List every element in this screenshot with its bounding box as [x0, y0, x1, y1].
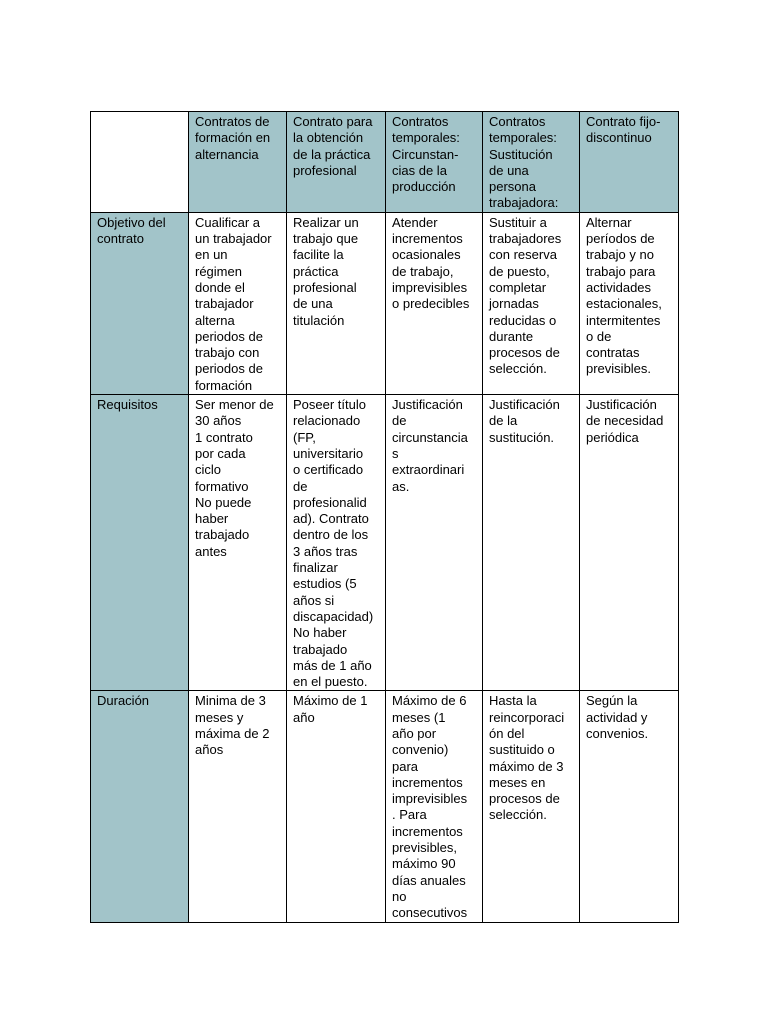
row-label-cell [91, 691, 189, 922]
table-cell: Justificación de la sustitución. [483, 395, 580, 691]
row-label: Requisitos [97, 397, 158, 413]
header-label: Contrato para la obtención de la práctica profesional [293, 114, 373, 178]
table-cell: Cualificar a un trabajador en un régimen donde el trabajador alterna periodos de trabajo con periodos de formación [189, 212, 287, 394]
header-cell [386, 112, 483, 213]
row-label-cell [91, 395, 189, 691]
table-cell: Según la actividad y convenios. [580, 691, 679, 922]
table-cell: Máximo de 1 año [287, 691, 386, 922]
table-cell: Hasta la reincorporaci ón del sustituido o máximo de 3 meses en procesos de selección. [483, 691, 580, 922]
table-cell: Alternar períodos de trabajo y no trabajo para actividades estacionales, intermitentes o de contratas previsibles. [580, 212, 679, 394]
contract-comparison-table [90, 111, 679, 923]
table-cell: Ser menor de 30 años 1 contrato por cada ciclo formativo No puede haber trabajado antes [189, 395, 287, 691]
header-cell [287, 112, 386, 213]
table-row [91, 212, 679, 394]
header-label: Contratos temporales: Sustitución de una persona trabajadora: [489, 114, 559, 211]
header-label: Contratos temporales: Circunstan- cias de la producción [392, 114, 460, 195]
table-cell: Sustituir a trabajadores con reserva de puesto, completar jornadas reducidas o durante procesos de selección. [483, 212, 580, 394]
header-cell [189, 112, 287, 213]
table-row [91, 691, 679, 922]
header-corner-cell [91, 112, 189, 213]
row-label: Duración [97, 693, 150, 709]
table-cell: Justificación de necesidad periódica [580, 395, 679, 691]
table-cell: Minima de 3 meses y máxima de 2 años [189, 691, 287, 922]
table-cell: Realizar un trabajo que facilite la práctica profesional de una titulación [287, 212, 386, 394]
table-cell: Justificación de circunstancia s extraordinari as. [386, 395, 483, 691]
header-cell [483, 112, 580, 213]
table-cell: Atender incrementos ocasionales de trabajo, imprevisibles o predecibles [386, 212, 483, 394]
header-cell [580, 112, 679, 213]
table-cell: Máximo de 6 meses (1 año por convenio) para incrementos imprevisibles . Para incrementos previsibles, máximo 90 días anuales no consecutivos [386, 691, 483, 922]
table-cell: Poseer título relacionado (FP, universitario o certificado de profesionalid ad). Contrato dentro de los 3 años tras finalizar estudios (5 años si discapacidad) No haber trabajado más de 1 año en el puesto. [287, 395, 386, 691]
header-label: Contratos de formación en alternancia [195, 114, 271, 162]
table-header-row [91, 112, 679, 213]
row-label: Objetivo del contrato [97, 214, 166, 247]
header-label: Contrato fijo- discontinuo [586, 114, 661, 146]
row-label-cell [91, 212, 189, 394]
table-row [91, 395, 679, 691]
